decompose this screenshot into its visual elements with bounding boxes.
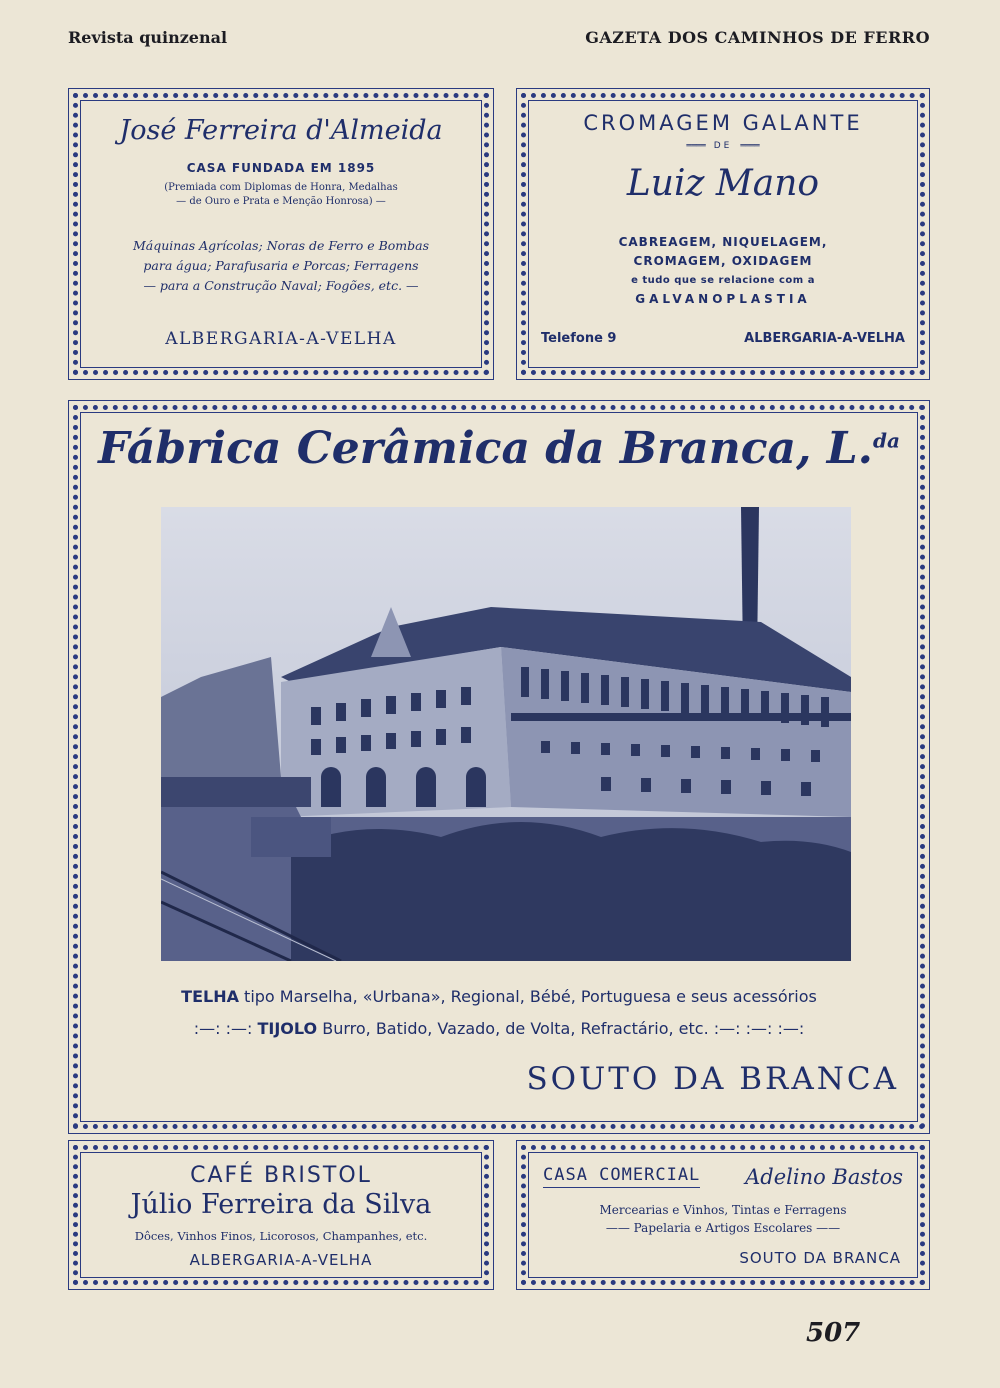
awards-line: — de Ouro e Prata e Menção Honrosa) —: [176, 196, 386, 207]
ad-casa-location: SOUTO DA BRANCA: [739, 1249, 901, 1267]
products-line: — para a Construção Naval; Fogões, etc. —: [143, 278, 419, 293]
products-line: —— Papelaria e Artigos Escolares ——: [605, 1221, 841, 1235]
ad-almeida-location: ALBERGARIA-A-VELHA: [165, 329, 397, 349]
services-line: GALVANOPLASTIA: [635, 292, 811, 306]
header-left: Revista quinzenal: [68, 28, 228, 47]
page-number: 507: [806, 1318, 861, 1348]
tijolo-prefix: :—: :—:: [193, 1019, 258, 1038]
products-line: Mercearias e Vinhos, Tintas e Ferragens: [599, 1203, 847, 1217]
ad-cromagem-phone: Telefone 9: [541, 331, 617, 346]
ad-almeida-products: [101, 236, 461, 296]
de-text: DE: [713, 141, 733, 151]
tijolo-label: TIJOLO: [257, 1019, 318, 1038]
ad-bristol-location: ALBERGARIA-A-VELHA: [189, 1251, 373, 1269]
products-line: para água; Parafusaria e Porcas; Ferragens: [143, 258, 419, 273]
fabrica-title-sup: da: [872, 428, 900, 453]
ad-cromagem-owner: Luiz Mano: [626, 163, 820, 204]
ad-almeida-awards: [121, 181, 441, 209]
ad-bristol: [80, 1152, 482, 1278]
tijolo-text: Burro, Batido, Vazado, de Volta, Refractário, etc. :—: :—: :—:: [317, 1019, 805, 1038]
ad-casa-owner: Adelino Bastos: [745, 1165, 903, 1189]
products-line: Máquinas Agrícolas; Noras de Ferro e Bombas: [132, 238, 430, 253]
ad-almeida-founded: CASA FUNDADA EM 1895: [186, 161, 376, 175]
ad-bristol-products: Dôces, Vinhos Finos, Licorosos, Champanhes, etc.: [134, 1229, 428, 1243]
ad-cromagem-location: ALBERGARIA-A-VELHA: [744, 331, 905, 346]
telha-label: TELHA: [181, 987, 239, 1006]
ad-casa-name: CASA COMERCIAL: [543, 1165, 700, 1188]
ad-bristol-owner: Júlio Ferreira da Silva: [130, 1189, 432, 1220]
ad-casa-products: [529, 1201, 917, 1237]
ad-casa-comercial: [528, 1152, 918, 1278]
services-line: e tudo que se relacione com a: [631, 275, 815, 286]
ad-fabrica-location: SOUTO DA BRANCA: [526, 1061, 899, 1097]
factory-photo: [161, 507, 851, 961]
ad-cromagem: [528, 100, 918, 368]
ad-cromagem-title: CROMAGEM GALANTE: [583, 111, 863, 135]
header-right: GAZETA DOS CAMINHOS DE FERRO: [585, 28, 930, 47]
telha-text: tipo Marselha, «Urbana», Regional, Bébé, Portuguesa e seus acessórios: [238, 987, 817, 1006]
awards-line: (Premiada com Diplomas de Honra, Medalhas: [164, 182, 398, 193]
services-line: CROMAGEM, OXIDAGEM: [633, 254, 813, 268]
services-line: CABREAGEM, NIQUELAGEM,: [618, 235, 828, 249]
ad-cromagem-de: [529, 141, 917, 151]
ad-cromagem-services: [549, 233, 897, 309]
ad-almeida-name: José Ferreira d'Almeida: [119, 115, 443, 146]
ad-bristol-name: CAFÉ BRISTOL: [190, 1163, 372, 1188]
ad-fabrica-title: [81, 423, 917, 474]
ad-fabrica: [80, 412, 918, 1122]
ad-almeida: [80, 100, 482, 368]
ad-fabrica-telha: [101, 987, 897, 1006]
fabrica-title-text: Fábrica Cerâmica da Branca, L.: [98, 423, 873, 474]
ad-fabrica-tijolo: [101, 1019, 897, 1038]
